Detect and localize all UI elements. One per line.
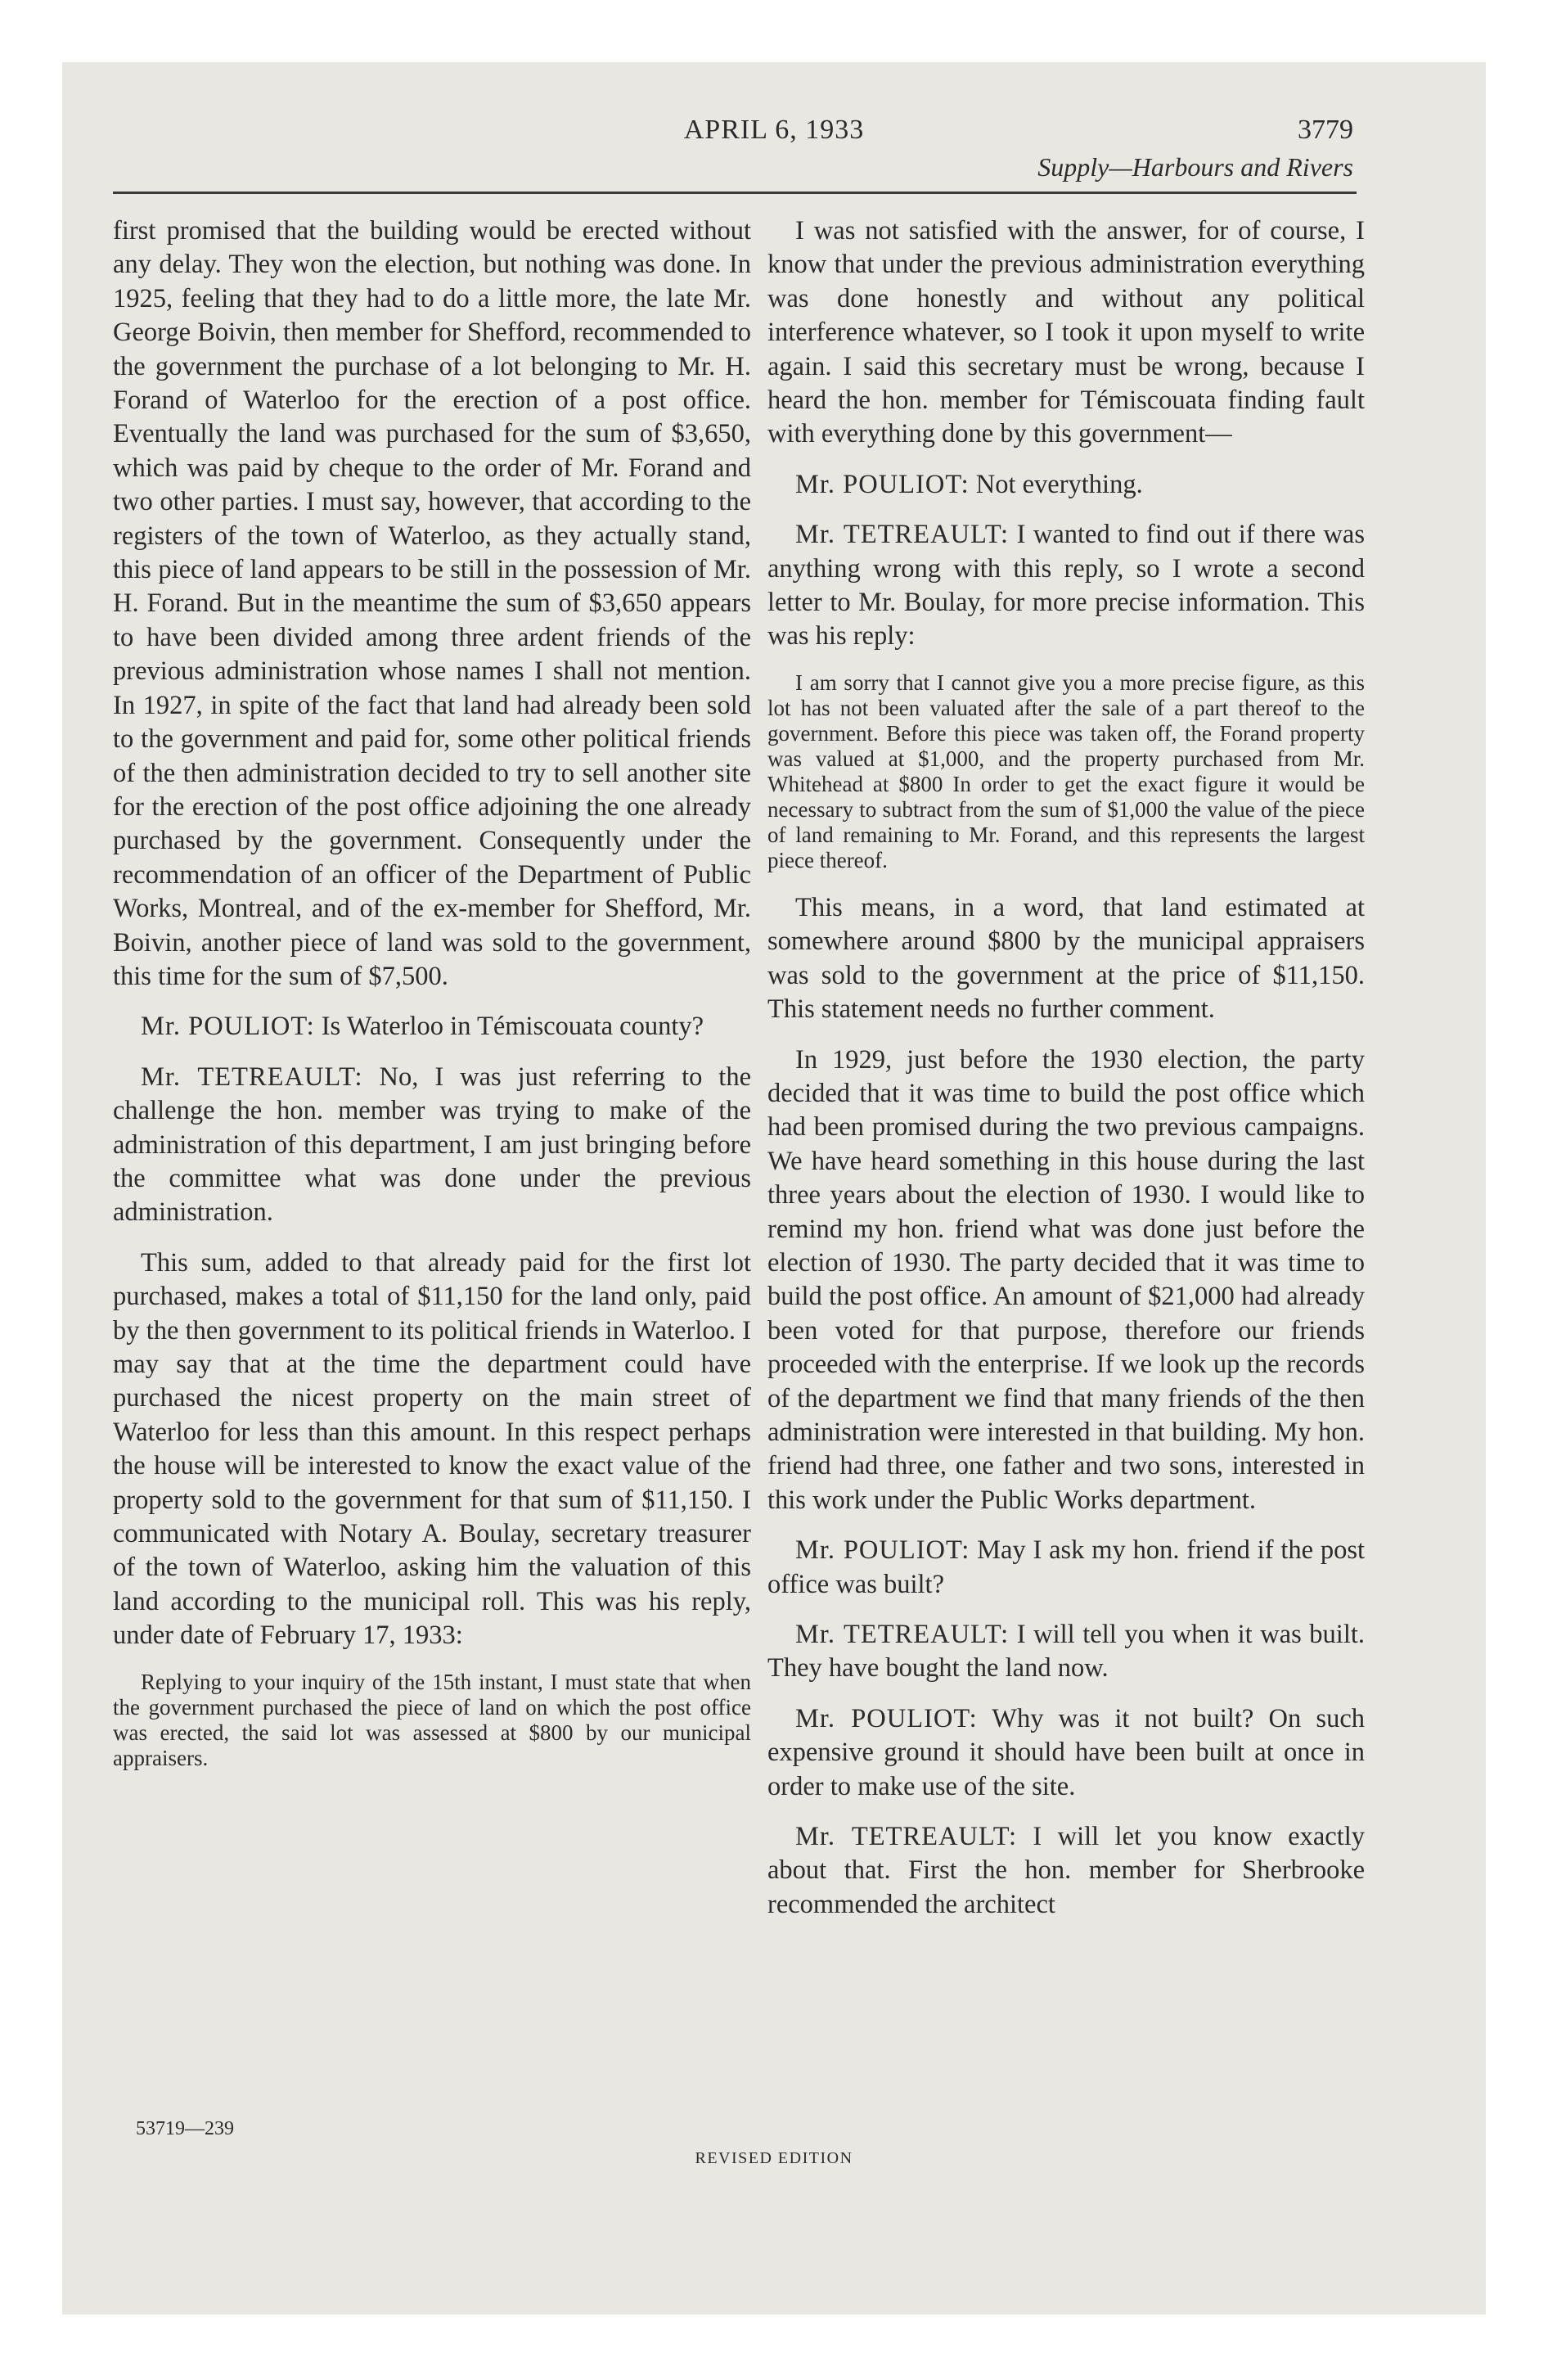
paragraph	[767, 518, 1365, 654]
speaker-name: Mr. POULIOT:	[795, 469, 970, 499]
speaker-name: Mr. POULIOT:	[141, 1012, 315, 1042]
speech-text: I wanted to find out if there was anything wrong with this reply, so I wrote a second letter to Mr. Boulay, for more precise information. This was his reply:	[767, 520, 1366, 651]
paragraph: This means, in a word, that land estimated at somewhere around $800 by the municipal appraisers was sold to the government at the price of $11,150. This statement needs no further comment.	[767, 892, 1365, 1025]
paragraph: This sum, added to that already paid for the first lot purchased, makes a total of $11,150 for the land only, paid by the then government to its political friends in Waterloo. I may say that at the time the department could have purchased the nicest property on the main street of Waterloo for less than this amount. In this respect perhaps the house will be interested to know the exact value of the property sold to the government for that sum of $11,150. I communicated with Notary A. Boulay, secretary treasurer of the town of Waterloo, asking him the valuation of this land according to the municipal roll. This was his reply, under date of February 17, 1933:	[113, 1247, 751, 1651]
edition-label: REVISED EDITION	[695, 2149, 853, 2167]
paragraph	[767, 1618, 1365, 1686]
print-code: 53719—239	[136, 2118, 234, 2139]
paragraph	[767, 1820, 1365, 1922]
speaker-name: Mr. POULIOT:	[795, 1535, 970, 1566]
letter-quote: I am sorry that I cannot give you a more precise figure, as this lot has not been valuated after the sale of a part thereof to the government. Before this piece was taken off, the Forand property was valued at $1,000, and the property purchased from Mr. Whitehead at $800 In order to get the exact figure it would be necessary to subtract from the sum of $1,000 the value of the piece of land remaining to Mr. Forand, and this represents the largest piece thereof.	[767, 669, 1365, 872]
speech-text: I will let you know exactly about that. First the hon. member for Sherbrooke recommended the architect	[767, 1822, 1366, 1919]
header-rule	[113, 192, 1357, 194]
paragraph: In 1929, just before the 1930 election, the party decided that it was time to build the post office which had been promised during the two previous campaigns. We have heard something in this house during the last three years about the election of 1930. I would like to remind my hon. friend what was done just before the election of 1930. The party decided that it was time to build the post office. An amount of $21,000 had already been voted for that purpose, therefore our friends proceeded with the enterprise. If we look up the records of the department we find that many friends of the then administration were interested in that building. My hon. friend had three, one father and two sons, interested in this work under the Public Works department.	[767, 1044, 1365, 1515]
speech-text: May I ask my hon. friend if the post office was built?	[767, 1535, 1366, 1599]
speech-text: Is Waterloo in Témiscouata county?	[321, 1012, 704, 1042]
speech-text: Why was it not built? On such expensive ground it should have been built at once in order to make use of the site.	[767, 1703, 1365, 1801]
letter-quote: Replying to your inquiry of the 15th instant, I must state that when the government purchased the piece of land on which the post office was erected, the said lot was assessed at $800 by our municipal appraisers.	[113, 1669, 751, 1770]
left-column	[113, 214, 751, 1789]
paragraph	[767, 468, 1365, 502]
speaker-name: Mr. TETREAULT:	[795, 1822, 1018, 1852]
page-number: 3779	[1298, 115, 1353, 145]
right-column	[767, 214, 1365, 1938]
paragraph: first promised that the building would be erected without any delay. They won the election, but nothing was done. In 1925, feeling that they had to do a little more, the late Mr. George Boivin, then member for Shefford, recommended to the government the purchase of a lot belonging to Mr. H. Forand of Waterloo for the erection of a post office. Eventually the land was purchased for the sum of $3,650, which was paid by cheque to the order of Mr. Forand and two other parties. I must say, however, that according to the registers of the town of Waterloo, as they actually stand, this piece of land appears to be still in the possession of Mr. H. Forand. But in the meantime the sum of $3,650 appears to have been divided among three ardent friends of the previous administration whose names I shall not mention. In 1927, in spite of the fact that land had already been sold to the government and paid for, some other political friends of the then administration decided to try to sell another site for the erection of the post office adjoining the one already purchased by the government. Consequently under the recommendation of an officer of the Department of Public Works, Montreal, and of the ex-member for Shefford, Mr. Boivin, another piece of land was sold to the government, this time for the sum of $7,500.	[113, 216, 751, 991]
paragraph	[767, 1702, 1365, 1804]
speaker-name: Mr. TETREAULT:	[141, 1062, 363, 1092]
speaker-name: Mr. TETREAULT:	[795, 520, 1010, 550]
speech-text: I will tell you when it was built. They have bought the land now.	[767, 1620, 1366, 1684]
speaker-name: Mr. POULIOT:	[795, 1703, 978, 1733]
paragraph	[767, 1534, 1365, 1602]
header-date: APRIL 6, 1933	[683, 115, 865, 145]
speech-text: No, I was just referring to the challenge the hon. member was trying to make of the administration of this department, I am just bringing before the committee what was done under the previous administration.	[113, 1062, 752, 1228]
paragraph: I was not satisfied with the answer, for of course, I know that under the previous administration everything was done honestly and without any political interference whatever, so I took it upon myself to write again. I said this secretary must be wrong, because I heard the hon. member for Témiscouata finding fault with everything done by this government—	[767, 216, 1365, 449]
header-subject: Supply—Harbours and Rivers	[1037, 152, 1353, 182]
speech-text: Not everything.	[975, 469, 1143, 499]
speaker-name: Mr. TETREAULT:	[795, 1620, 1010, 1649]
paragraph	[113, 1061, 751, 1230]
paragraph	[113, 1010, 751, 1044]
